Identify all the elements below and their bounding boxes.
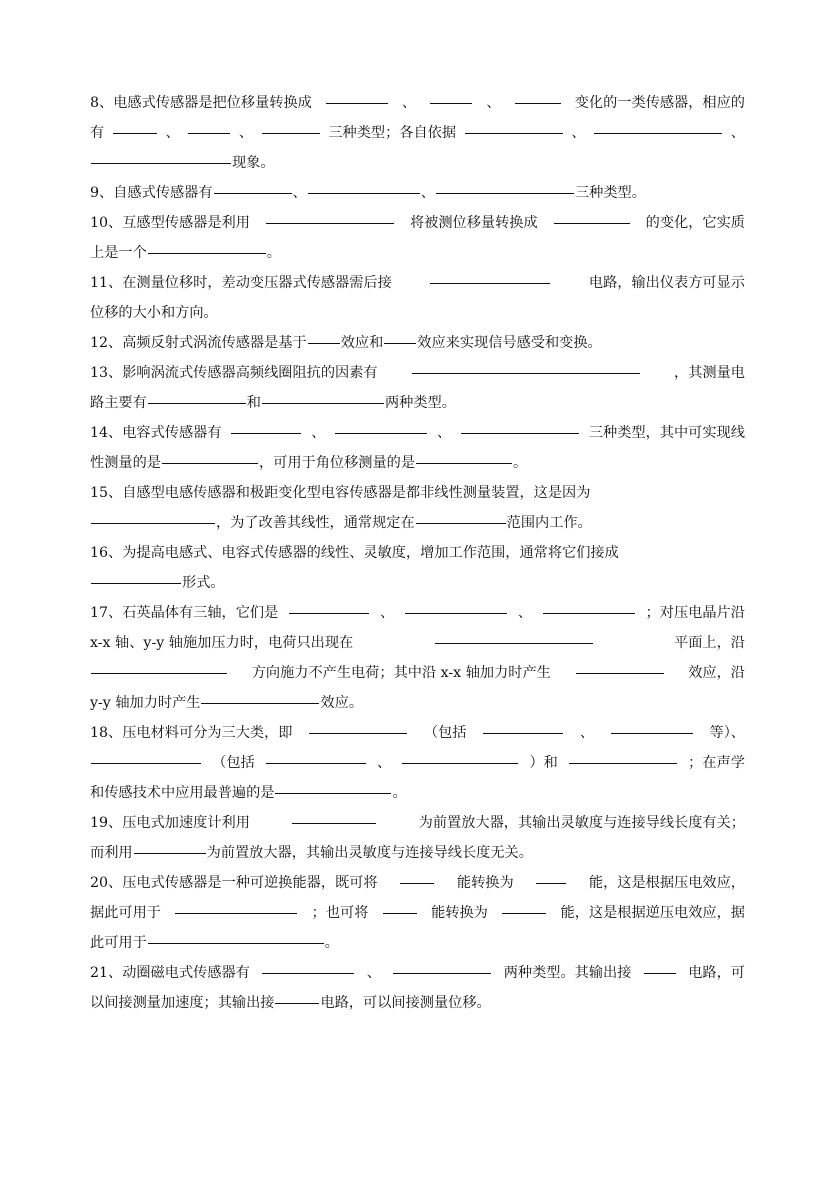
question-line xyxy=(90,298,745,328)
question-line xyxy=(90,568,745,598)
question-text: 为前置放大器，其输出灵敏度与连接导线长度无关。 xyxy=(206,845,533,861)
answer-blank[interactable] xyxy=(402,748,518,764)
question-line xyxy=(90,778,745,808)
answer-blank[interactable] xyxy=(483,718,563,734)
answer-blank[interactable] xyxy=(644,958,676,974)
question-q12 xyxy=(90,328,745,358)
question-line xyxy=(90,208,745,238)
answer-blank[interactable] xyxy=(188,118,230,134)
question-text: 10、互感型传感器是利用 xyxy=(90,215,250,231)
answer-blank[interactable] xyxy=(201,688,319,704)
answer-blank[interactable] xyxy=(400,868,434,884)
question-text: 、 xyxy=(292,185,307,201)
question-text: x-x 轴、y-y 轴施加压力时，电荷只出现在 xyxy=(90,635,354,651)
question-line xyxy=(90,418,745,448)
answer-blank[interactable] xyxy=(594,118,722,134)
answer-blank[interactable] xyxy=(292,808,376,824)
question-line xyxy=(90,508,745,538)
answer-blank[interactable] xyxy=(262,388,384,404)
answer-blank[interactable] xyxy=(91,748,201,764)
question-text: 、 xyxy=(571,125,586,141)
question-text: 、 xyxy=(379,605,395,621)
answer-blank[interactable] xyxy=(175,898,297,914)
question-text: 上是一个 xyxy=(90,245,147,261)
question-line xyxy=(90,838,745,868)
question-text: 、 xyxy=(366,965,381,981)
question-line xyxy=(90,868,745,898)
question-text: 据此可用于 xyxy=(90,905,161,921)
answer-blank[interactable] xyxy=(461,418,579,434)
question-line xyxy=(90,928,745,958)
question-text: 现象。 xyxy=(232,155,275,171)
question-text: 电路，可以间接测量位移。 xyxy=(320,995,491,1011)
answer-blank[interactable] xyxy=(308,178,420,194)
question-text: 电路，可 xyxy=(688,965,745,981)
question-text: 效应。 xyxy=(320,695,364,711)
answer-blank[interactable] xyxy=(416,508,506,524)
answer-blank[interactable] xyxy=(326,88,388,104)
question-text: 、 xyxy=(730,125,745,141)
answer-blank[interactable] xyxy=(309,718,407,734)
answer-blank[interactable] xyxy=(148,388,246,404)
question-text: 和传感技术中应用最普遍的是 xyxy=(90,785,275,801)
answer-blank[interactable] xyxy=(611,718,693,734)
question-text: 有 xyxy=(90,125,105,141)
question-q13 xyxy=(90,358,745,418)
question-sheet xyxy=(90,88,745,1018)
question-text: 两种类型。其输出接 xyxy=(503,965,632,981)
answer-blank[interactable] xyxy=(502,898,546,914)
question-line xyxy=(90,388,745,418)
question-text: 18、压电材料可分为三大类，即 xyxy=(90,725,293,741)
answer-blank[interactable] xyxy=(393,958,491,974)
question-q10 xyxy=(90,208,745,268)
question-text: 效应和 xyxy=(340,335,384,351)
question-line xyxy=(90,448,745,478)
question-text: 、 xyxy=(238,125,254,141)
question-text: 效应来实现信号感受和变换。 xyxy=(417,335,602,351)
question-line xyxy=(90,688,745,718)
question-text: 能转换为 xyxy=(431,905,488,921)
question-text: 。 xyxy=(513,455,528,471)
question-text: 两种类型。 xyxy=(384,395,456,411)
question-line xyxy=(90,958,745,988)
question-line xyxy=(90,808,745,838)
answer-blank[interactable] xyxy=(554,208,630,224)
question-text: 能转换为 xyxy=(456,875,514,891)
question-text: 电路，输出仪表方可显示 xyxy=(588,275,745,291)
question-text: 能，这是根据逆压电效应，据 xyxy=(560,905,745,921)
question-text: 、 xyxy=(311,425,326,441)
question-q9 xyxy=(90,178,745,208)
question-text: 效应，沿 xyxy=(688,665,745,681)
answer-blank[interactable] xyxy=(569,748,677,764)
answer-blank[interactable] xyxy=(231,418,301,434)
question-text: 21、动圈磁电式传感器有 xyxy=(90,965,250,981)
question-text: 而利用 xyxy=(90,845,133,861)
question-line xyxy=(90,88,745,118)
question-q15 xyxy=(90,478,745,538)
answer-blank[interactable] xyxy=(416,448,512,464)
question-text: 9、自感式传感器有 xyxy=(90,185,213,201)
question-text: 三种类型。 xyxy=(574,185,646,201)
question-line xyxy=(90,538,745,568)
question-text: 等）、 xyxy=(709,725,745,741)
question-text: 、 xyxy=(517,605,532,621)
answer-blank[interactable] xyxy=(91,568,181,584)
answer-blank[interactable] xyxy=(91,658,227,674)
question-text: 12、高频反射式涡流传感器是基于 xyxy=(90,335,307,351)
answer-blank[interactable] xyxy=(275,988,319,1004)
answer-blank[interactable] xyxy=(162,448,258,464)
answer-blank[interactable] xyxy=(275,778,391,794)
question-q21 xyxy=(90,958,745,1018)
question-text: 平面上，沿 xyxy=(674,635,745,651)
answer-blank[interactable] xyxy=(113,118,157,134)
question-text: 方向施力不产生电荷；其中沿 x-x 轴加力时产生 xyxy=(251,665,551,681)
answer-blank[interactable] xyxy=(266,748,366,764)
question-text: 8、电感式传感器是把位移量转换成 xyxy=(90,95,312,111)
question-q16 xyxy=(90,538,745,598)
question-text: 能，这是根据压电效应， xyxy=(588,875,745,891)
question-line xyxy=(90,358,745,388)
question-text: ，可用于角位移测量的是 xyxy=(258,455,416,471)
question-text: 16、为提高电感式、电容式传感器的线性、灵敏度，增加工作范围，通常将它们接成 xyxy=(90,545,619,561)
question-q11 xyxy=(90,268,745,328)
question-text: 的变化，它实质 xyxy=(645,215,745,231)
question-text: y-y 轴加力时产生 xyxy=(90,695,201,711)
answer-blank[interactable] xyxy=(430,88,472,104)
question-text: 、 xyxy=(420,185,435,201)
question-text: ，其测量电 xyxy=(674,365,745,381)
question-text: （包括 xyxy=(423,725,467,741)
question-line xyxy=(90,178,745,208)
question-text: 。 xyxy=(324,935,339,951)
question-text: 、 xyxy=(402,95,417,111)
answer-blank[interactable] xyxy=(289,598,369,614)
question-line xyxy=(90,268,745,298)
question-text: 以间接测量加速度；其输出接 xyxy=(90,995,275,1011)
answer-blank[interactable] xyxy=(91,508,215,524)
question-line xyxy=(90,238,745,268)
answer-blank[interactable] xyxy=(262,118,320,134)
answer-blank[interactable] xyxy=(435,628,593,644)
question-text: 将被测位移量转换成 xyxy=(409,215,538,231)
question-line xyxy=(90,988,745,1018)
answer-blank[interactable] xyxy=(335,418,427,434)
question-q19 xyxy=(90,808,745,868)
answer-blank[interactable] xyxy=(576,658,664,674)
answer-blank[interactable] xyxy=(384,328,416,344)
answer-blank[interactable] xyxy=(430,268,550,284)
answer-blank[interactable] xyxy=(266,208,394,224)
question-line xyxy=(90,898,745,928)
question-text: 、 xyxy=(437,425,452,441)
question-text: 、 xyxy=(377,755,392,771)
answer-blank[interactable] xyxy=(214,178,292,194)
question-q18 xyxy=(90,718,745,808)
answer-blank[interactable] xyxy=(148,238,266,254)
question-line xyxy=(90,598,745,628)
question-text: 、 xyxy=(486,95,501,111)
answer-blank[interactable] xyxy=(91,148,231,164)
answer-blank[interactable] xyxy=(412,358,640,374)
question-text: 此可用于 xyxy=(90,935,147,951)
answer-blank[interactable] xyxy=(465,118,563,134)
answer-blank[interactable] xyxy=(262,958,354,974)
question-line xyxy=(90,328,745,358)
question-q14 xyxy=(90,418,745,478)
answer-blank[interactable] xyxy=(405,598,507,614)
question-text: ；也可将 xyxy=(311,905,369,921)
question-text: 形式。 xyxy=(182,575,225,591)
question-text: 路主要有 xyxy=(90,395,147,411)
question-text: 17、石英晶体有三轴，它们是 xyxy=(90,605,279,621)
question-text: 和 xyxy=(246,395,261,411)
question-text: ）和 xyxy=(529,755,558,771)
question-text: 、 xyxy=(579,725,595,741)
question-text: 三种类型，其中可实现线 xyxy=(588,425,745,441)
question-text: （包括 xyxy=(212,755,255,771)
question-text: 15、自感型电感传感器和极距变化型电容传感器是都非线性测量装置，这是因为 xyxy=(90,485,591,501)
question-line xyxy=(90,478,745,508)
question-text: 13、影响涡流式传感器高频线圈阻抗的因素有 xyxy=(90,365,378,381)
question-text: ；在声学 xyxy=(688,755,745,771)
question-q17 xyxy=(90,598,745,718)
question-q8 xyxy=(90,88,745,178)
question-text: 20、压电式传感器是一种可逆换能器，既可将 xyxy=(90,875,378,891)
answer-blank[interactable] xyxy=(308,328,340,344)
question-text: 位移的大小和方向。 xyxy=(90,305,218,321)
answer-blank[interactable] xyxy=(543,598,635,614)
question-q20 xyxy=(90,868,745,958)
question-text: ，为了改善其线性，通常规定在 xyxy=(216,515,415,531)
question-text: 11、在测量位移时，差动变压器式传感器需后接 xyxy=(90,275,392,291)
question-text: 。 xyxy=(392,785,407,801)
question-line xyxy=(90,118,745,148)
question-text: ；对压电晶片沿 xyxy=(645,605,745,621)
answer-blank[interactable] xyxy=(383,898,417,914)
answer-blank[interactable] xyxy=(134,838,206,854)
question-text: 14、电容式传感器有 xyxy=(90,425,222,441)
question-text: 。 xyxy=(266,245,281,261)
question-text: 为前置放大器，其输出灵敏度与连接导线长度有关； xyxy=(418,815,745,831)
question-line xyxy=(90,628,745,658)
question-text: 变化的一类传感器，相应的 xyxy=(574,95,745,111)
question-text: 、 xyxy=(165,125,180,141)
question-text: 性测量的是 xyxy=(90,455,161,471)
answer-blank[interactable] xyxy=(536,868,566,884)
question-line xyxy=(90,148,745,178)
question-text: 范围内工作。 xyxy=(506,515,592,531)
answer-blank[interactable] xyxy=(515,88,561,104)
question-line xyxy=(90,718,745,748)
question-line xyxy=(90,658,745,688)
question-text: 三种类型；各自依据 xyxy=(328,125,457,141)
question-line xyxy=(90,748,745,778)
answer-blank[interactable] xyxy=(436,178,574,194)
question-text: 19、压电式加速度计利用 xyxy=(90,815,250,831)
answer-blank[interactable] xyxy=(148,928,324,944)
